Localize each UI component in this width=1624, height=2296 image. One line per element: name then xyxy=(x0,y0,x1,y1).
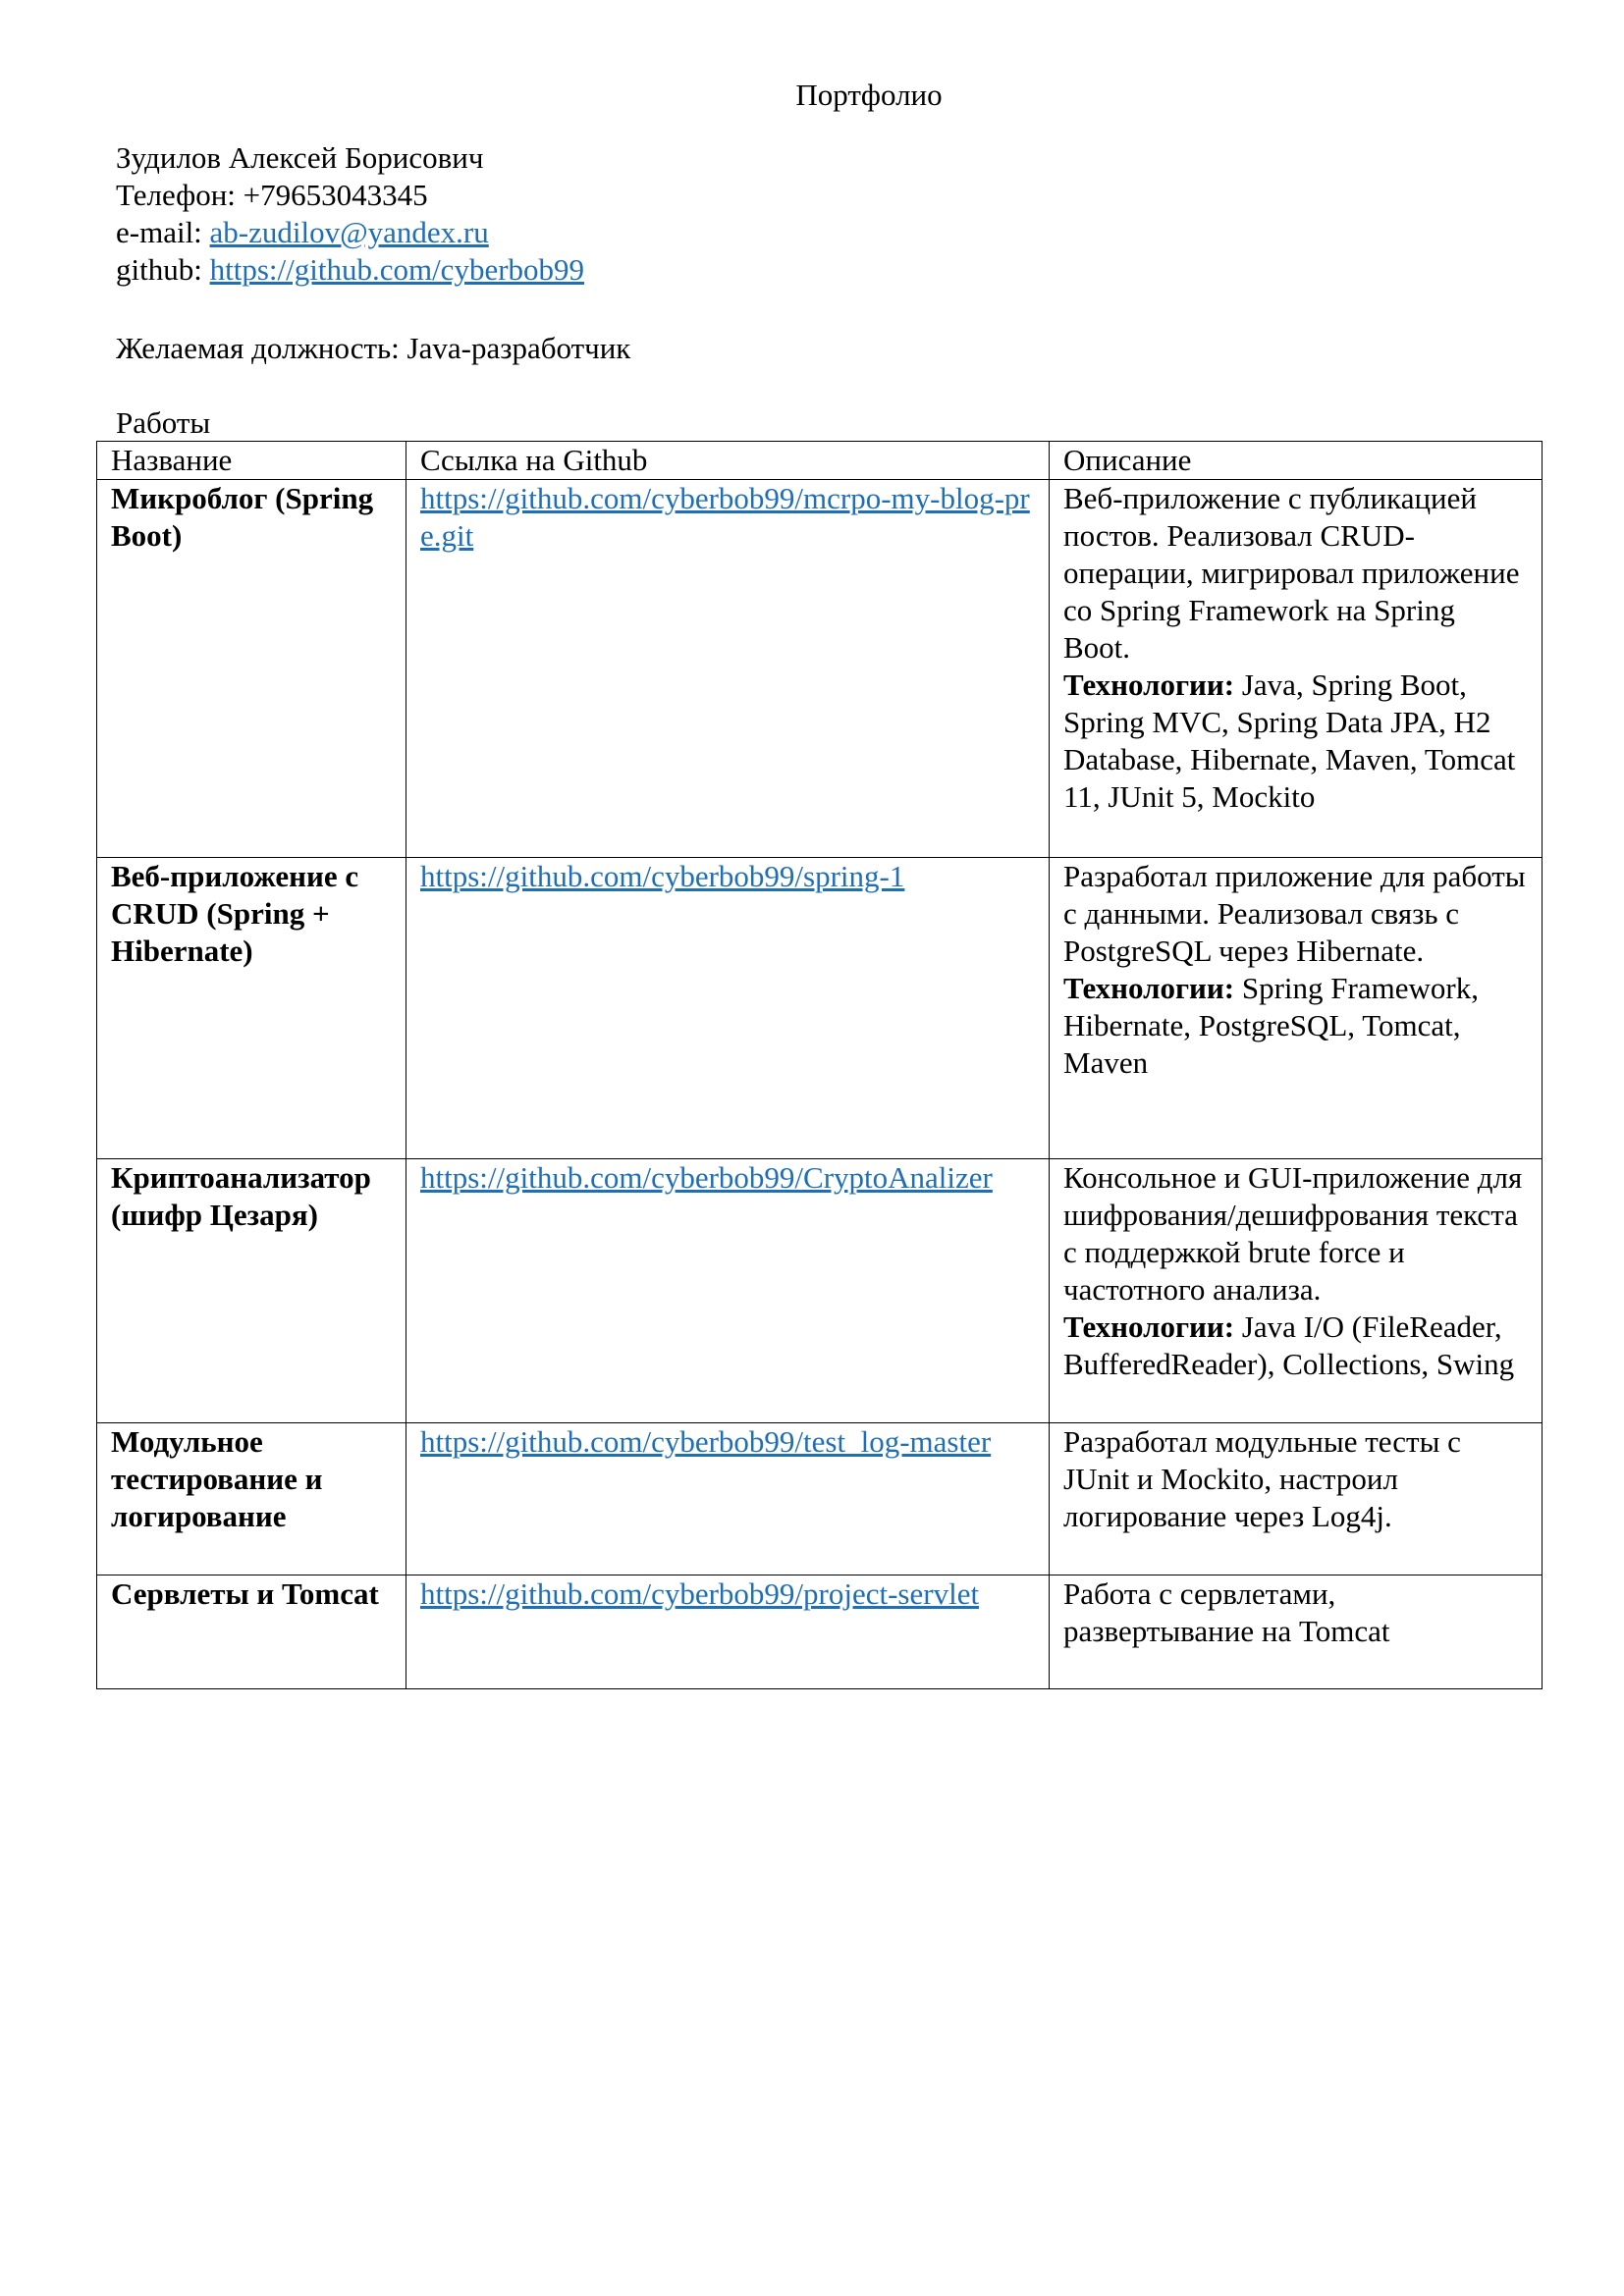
project-name: Веб-приложение с CRUD (Spring + Hibernate) xyxy=(97,858,406,1159)
project-link[interactable]: https://github.com/cyberbob99/project-servlet xyxy=(420,1576,980,1611)
project-link[interactable]: https://github.com/cyberbob99/test_log-master xyxy=(420,1424,992,1459)
github-line xyxy=(116,251,584,289)
project-description: Консольное и GUI-приложение для шифрования/дешифрования текста с поддержкой brute force и частотного анализа. xyxy=(1063,1160,1523,1307)
project-tech xyxy=(1063,971,1479,1080)
table-header-row xyxy=(97,442,1543,480)
email-line xyxy=(116,214,584,251)
project-link-cell xyxy=(406,1423,1050,1575)
project-link-cell xyxy=(406,858,1050,1159)
page-title: Портфолио xyxy=(795,78,943,112)
tech-list: Spring Framework, Hibernate, PostgreSQL, Tomcat, Maven xyxy=(1063,971,1479,1080)
project-description-cell xyxy=(1050,480,1543,858)
project-name: Криптоанализатор (шифр Цезаря) xyxy=(97,1159,406,1423)
header-link: Ссылка на Github xyxy=(406,442,1050,480)
email-link[interactable]: ab-zudilov@yandex.ru xyxy=(209,215,489,249)
project-description: Веб-приложение с публикацией постов. Реализовал CRUD-операции, мигрировал приложение со Spring Framework на Spring Boot. xyxy=(1063,481,1520,665)
project-link-cell xyxy=(406,480,1050,858)
contact-block xyxy=(116,139,584,289)
email-label: e-mail: xyxy=(116,215,202,249)
tech-label: Технологии: xyxy=(1063,667,1235,702)
header-description: Описание xyxy=(1050,442,1543,480)
tech-label: Технологии: xyxy=(1063,1309,1235,1344)
phone-line xyxy=(116,177,584,214)
project-description: Работа с сервлетами, развертывание на Tomcat xyxy=(1063,1576,1390,1648)
tech-label: Технологии: xyxy=(1063,971,1235,1005)
project-description-cell xyxy=(1050,1159,1543,1423)
phone-label: Телефон: xyxy=(116,178,236,212)
works-table xyxy=(96,441,1543,1689)
project-link[interactable]: https://github.com/cyberbob99/mcrpo-my-blog-pre.git xyxy=(420,481,1030,553)
tech-list: Java I/O (FileReader, BufferedReader), Collections, Swing xyxy=(1063,1309,1515,1381)
phone-value: +79653043345 xyxy=(243,178,428,212)
project-description: Разработал приложение для работы с данными. Реализовал связь с PostgreSQL через Hibernate. xyxy=(1063,859,1526,968)
table-row xyxy=(97,1423,1543,1575)
project-link[interactable]: https://github.com/cyberbob99/spring-1 xyxy=(420,859,905,893)
header-name: Название xyxy=(97,442,406,480)
project-description-cell xyxy=(1050,858,1543,1159)
project-link-cell xyxy=(406,1575,1050,1689)
table-row xyxy=(97,858,1543,1159)
project-name: Модульное тестирование и логирование xyxy=(97,1423,406,1575)
table-row xyxy=(97,480,1543,858)
project-description-cell xyxy=(1050,1575,1543,1689)
project-description: Разработал модульные тесты с JUnit и Mockito, настроил логирование через Log4j. xyxy=(1063,1424,1461,1533)
table-row xyxy=(97,1159,1543,1423)
github-label: github: xyxy=(116,252,202,287)
project-tech xyxy=(1063,1309,1514,1381)
project-link[interactable]: https://github.com/cyberbob99/CryptoAnalizer xyxy=(420,1160,993,1195)
works-heading: Работы xyxy=(116,405,211,440)
project-link-cell xyxy=(406,1159,1050,1423)
project-name: Микроблог (Spring Boot) xyxy=(97,480,406,858)
project-description-cell xyxy=(1050,1423,1543,1575)
project-name: Сервлеты и Tomcat xyxy=(97,1575,406,1689)
desired-position: Желаемая должность: Java-разработчик xyxy=(116,331,631,365)
project-tech xyxy=(1063,667,1515,814)
tech-list: Java, Spring Boot, Spring MVC, Spring Data JPA, H2 Database, Hibernate, Maven, Tomcat 11, JUnit 5, Mockito xyxy=(1063,667,1516,814)
github-profile-link[interactable]: https://github.com/cyberbob99 xyxy=(209,252,585,287)
table-row xyxy=(97,1575,1543,1689)
full-name: Зудилов Алексей Борисович xyxy=(116,140,484,175)
